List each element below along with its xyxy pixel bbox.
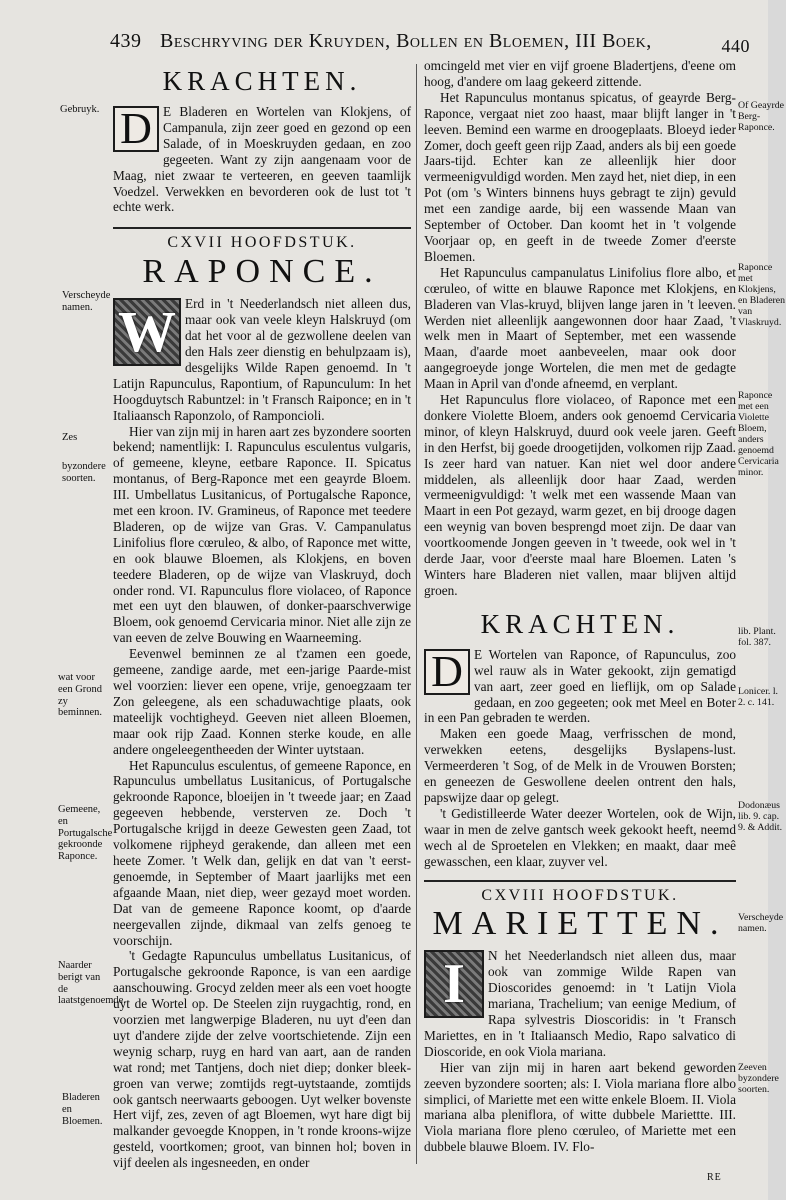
paragraph-spicatus: Het Rapunculus montanus spicatus, of geayrde Berg-Raponce, vergaat niet zoo haast, maar blijft langer in 't leeven. Bemind een warme en droogeplaats. Bloeyd ieder Zomer, doch geeft geen rijp Zaad, anders als bij een goede Jaars-tijd. Echter kan ze alleenlijk hier door vermeenigvuldigd worden. Men zayd het, niet diep, in een Pot (om 's Winters binnens huys gebragt te zijn) gevuld met een zandige aarde, bij een wassende Maan van September of October. Dan koomt het in 't volgende Voorjaar op, en geeft in de tweede Zomer d'eerste Bloemen. — [424, 89, 736, 264]
margin-note-lonicer: Lonicer. l. 2. c. 141. — [738, 686, 778, 708]
margin-note-naarder: Naarder berigt van de laatstgenoemde. — [58, 960, 126, 1007]
margin-note-zes: Zes — [62, 432, 78, 443]
paragraph-krachten-raponce: D E Wortelen van Raponce, of Rapunculus, zoo wel rauw als in Water gekookt, zijn gematigd van aart, zeer goed en lieflijk, om op Salade gedaan, en zoo gegeeten; ook met Meel en Boter in een Pan gebraden te werden. — [424, 646, 736, 726]
margin-note-geayrde: Of Geayrde Berg-Raponce. — [738, 100, 784, 133]
paragraph-esculentus: Het Rapunculus esculentus, of gemeene Raponce, en Rapunculus umbellatus Lusitanicus, of Portugalsche gekroonde Raponce, bloeijen in 't tweede jaar; en Zaad gegeeven hebbende, versterven ze. Doch 't Portugalsche krijgd in deeze Gewesten geen Zaad, tot volkomene rijpheyd gerakende, dan alleen met een heete Zomer. 't Welk dan, gelijk en dat van 't eerst-genoemde, in September of Maart jaarlijks met een afgaande Maan, niet diep, weer gezayd moet worden. Dat van de gemeene Raponce koomt, op d'aarde neergevallen zijnde, dikmaal van zelfs genoeg te voorschijn. — [113, 757, 411, 948]
margin-note-byzondere-soorten: byzondere soorten. — [62, 461, 106, 484]
paragraph-marietten-species: Hier van zijn mij in haren aart bekend geworden zeeven byzondere soorten; als: I. Viola mariana flore albo simplici, of Mariette met een witte enkele Bloem. II. Viola mariana alba pleniflora, of witte dubbele Mariettte. III. Viola mariana flore pleno cœruleo, of Mariette met een dubbele blauwe Bloem. IV. Flo- — [424, 1059, 736, 1155]
running-title: Beschryving der Kruyden, Bollen en Bloemen, III Boek, — [160, 30, 652, 52]
paragraph-campanulatus: Het Rapunculus campanulatus Linifolius flore albo, et cœruleo, of witte en blauwe Raponce met Klokjens, en Bladeren van Vlas-kruyd, blijven lange jaren in 't leeven. Werden niet alleenlijk aangewonnen door haar Zaad, 't welk men in Maart of September, met een wassende Maan, d'aarde moet aanbeveelen, maar ook door aangegroeyde jonge Wortelen, die men met de gedagte Maan in April van d'onde afneemd, en verplant. — [424, 264, 736, 392]
dropcap-d-2: D — [424, 649, 470, 695]
chapter-title-marietten: MARIETTEN. — [432, 905, 728, 943]
section-title-krachten: KRACHTEN. — [162, 66, 362, 96]
chapter-label-2: CXVIII HOOFDSTUK. — [481, 886, 679, 904]
ornamental-initial-w: W — [113, 298, 181, 366]
page-header — [110, 30, 750, 58]
paragraph-continuation: omcingeld met vier en vijf groene Bladertjens, d'eene om hoog, d'andere om laag gekeerd zittende. — [424, 58, 736, 89]
paragraph-violaceo: Het Rapunculus flore violaceo, of Raponce met een donkere Violette Bloem, anders ook genoemd Cervicaria minor, of kleyn Halskruyd, duurd ook veele jaren. Geeft in den Herfst, bij goede droogetijden, volkomen rijp Zaad. Is zeer hard van natuer. Kan niet wel door andere middelen, als alleenlijk door haar Zaad, werden vermeenigvuldigd: 't welk met een wassende Maan van Maart in een Pot gezayd, warm gezet, en bij drooge dagen een weynig van boven besprengd moet zijn. De daar van voortkoomende Jongen geeven in 't tweede, ook wel in 't derde Jaar, voor d'eerste maal hare Bloemen. Laten 's Winters hare Bladeren niet vallen, maar blijven altijd groen. — [424, 392, 736, 598]
paragraph-umbellatus: 't Gedagte Rapunculus umbellatus Lusitanicus, of Portugalsche gekroonde Raponce, is van een aardige aanschouwing. Grocyd zelden meer als een voet hoogte uyt de Wortel op. De Steelen zijn ruygachtig, rond, en voorzien met langwerpige Bladeren, nu uyt d'een dan uyt d'andere zijde der zelve voortschietende. Zijn een weynig scharp, ruyg en hard van aart, aan de randen wat rond; met Tantjens, doch niet diep; donker bleek-groen van verwe; zomtijds regt-uytstaande, zomtijds ook gantsch neerwaarts geboogen. Uyt welker bovenste Hert vijf, zes, zeven of agt Bloemen, wyt hare digt bij malkander gevoegde Knoppen, in 't ronde kroons-wijze gesteld, voortkomen; groot, van binnen hol; boven in vijf deelen als ingesneeden, en onder — [113, 948, 411, 1171]
catchword: RE — [707, 1172, 722, 1183]
paragraph-maag: Maken een goede Maag, verfrisschen de mond, verwekken eetens, desgelijks Byslapens-lust. Vermeerderen 't Sog, of de Melk in de Vrouwen Borsten; en geneezen de Geswollene deelen ontrent den hals, papswijze daar op gelegt. — [424, 726, 736, 805]
section-title-krachten-2: KRACHTEN. — [480, 608, 680, 639]
right-column — [424, 58, 736, 1155]
paragraph-names-2: I N het Neederlandsch niet alleen dus, maar ook van zommige Wilde Rapen van Dioscorides genoemd: in 't Latijn Viola mariana, Trachelium; van eenige Medium, of Rapa sylvestris Dioscoridis: in 't Fransch Mariettes, en in 't Italiaansch Medio, Rapo salvatico di Dioscoride, en ook Viola mariana. — [424, 948, 736, 1059]
margin-note-verscheyde-namen: Verscheyde namen. — [62, 290, 111, 313]
column-divider — [416, 64, 417, 1164]
margin-note-bladeren: Bladeren en Bloemen. — [62, 1092, 103, 1127]
chapter-label: CXVII HOOFDSTUK. — [167, 234, 357, 252]
dropcap-d: D — [113, 106, 159, 152]
margin-note-lib-plant: lib. Plant. fol. 387. — [738, 626, 776, 648]
margin-note-dodonaeus: Dodonæus lib. 9. cap. 9. & Addit. — [738, 800, 783, 833]
margin-note-gebruyk: Gebruyk. — [60, 104, 100, 115]
margin-note-zeeven: Zeeven byzondere soorten. — [738, 1062, 779, 1095]
paragraph-names: W Erd in 't Neederlandsch niet alleen dus, maar ook van veele kleyn Halskruyd (om dat het voor al de gezwollene deelen van den Hals zeer dienstig en behulpzaam is), desgelijks Wilde Rapen genoemd. In 't Latijn Rapunculus, Rapontium, of Rapunculum: In het Hoogduytsch Rabuntzel: in 't Fransch Raiponce; en in 't Italiaansch Raponzolo, of Ramponcioli. — [113, 296, 411, 423]
section-rule — [113, 227, 411, 229]
margin-note-grond: wat voor een Grond zy beminnen. — [58, 672, 103, 719]
paragraph-water: 't Gedistilleerde Water deezer Wortelen, ook de Wijn, waar in men de zelve gantsch week gekookt heeft, neemd wech al de Sproetelen en Vlekken; en maakt, daar meê gewasschen, een klaar, zuyver vel. — [424, 805, 736, 869]
margin-note-verscheyde-namen-2: Verscheyde namen. — [738, 912, 784, 934]
page-number-left: 439 — [110, 30, 142, 52]
ornamental-initial-i: I — [424, 950, 484, 1018]
paragraph-ground: Eevenwel beminnen ze al t'zamen een goede, gemeene, zandige aarde, met een-jarige Paarde-mist wel voorzien: liever een opene, vrije, genoegzaam ter Zon geleegene, als een schaduwachtige plaats, ook mateelijk vochtigheyd. Geeven niet alleen Bloemen, maar ook rijp Zaad. Konnen sterke koude, en alle andere ongeleegentheeden der Winter uytstaan. — [113, 646, 411, 757]
margin-note-gemeene: Gemeene, en Portugalsche gekroonde Raponce. — [58, 804, 113, 863]
margin-note-raponce-klokjens: Raponce met Klokjens, en Bladeren van Vlaskruyd. — [738, 262, 786, 328]
margin-note-raponce-violette: Raponce met een Violette Bloem, anders genoemd Cervicaria minor. — [738, 390, 779, 478]
section-rule-2 — [424, 880, 736, 882]
chapter-title-raponce: RAPONCE. — [142, 253, 382, 291]
paragraph-krachten-klokjens: D E Bladeren en Wortelen van Klokjens, of Campanula, zijn zeer goed en gezond op een Salade, of in Moeskruyden gedaan, en zoo gegeeten. Want zy zijn aangenaam voor de Maag, niet zwaar te verteeren, en geeven taamlijk Voedzel. Verwekken en bevorderen ook de lust tot 't echte werk. — [113, 104, 411, 215]
page-number-right: 440 — [721, 36, 750, 56]
paragraph-species: Hier van zijn mij in haren aart zes byzondere soorten bekend; namentlijk: I. Rapunculus esculentus vulgaris, of gemeene, kleyne, eetbare Raponce. II. Spicatus montanus, of Berg-Raponce met een geayrde Bloem. III. Umbellatus Lusitanicus, of Portugalsche Raponce, met een kroon. IV. Gramineus, of Raponce met teedere Bladeren, op de wijze van Gras. V. Campanulatus Linifolius flore cœruleo, & albo, of Raponce met witte, en ook blauwe Bloemen, als Klokjens, en boven teedere Bladeren, op de wijze van Vlaskruyd, doch onder rond. VI. Rapunculus flore violaceo, of Raponce met een uyt den blauwen, of donker-paarschverwige Bloem, ook genoemd Cervicaria minor. Niet alle zijn ze van eeven de zelve Bouwing en Waarneeming. — [113, 423, 411, 646]
left-column — [113, 62, 411, 1171]
